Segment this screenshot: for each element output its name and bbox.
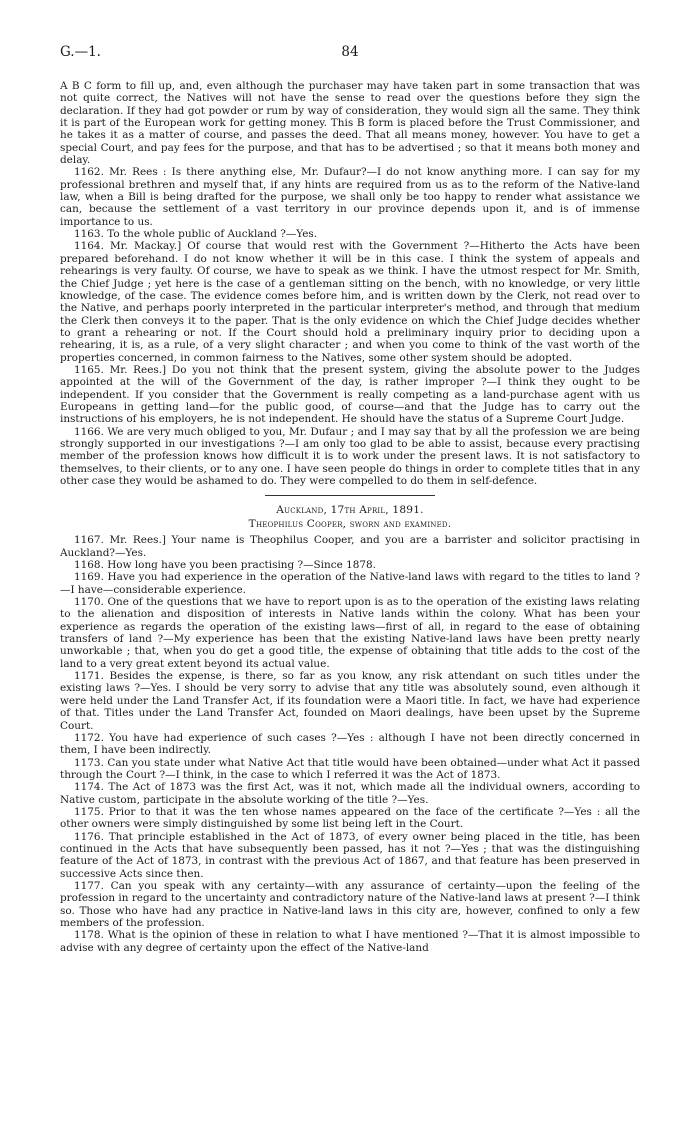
document-id: G.—1. xyxy=(60,44,101,60)
document-page xyxy=(60,44,640,954)
evidence-section-dufaur xyxy=(60,80,640,487)
paragraph-1170: 1170. One of the questions that we have to report upon is as to the operation of the existing laws relating to the alienation and disposition of interests in Native lands within the colony. What has been your experience as regards the operation of the existing laws—first of all, in regard to the ease of obtaining transfers of land ?—My experience has been that the existing Native-land laws have been pretty nearly unworkable ; that, when you do get a good title, the expense of obtaining that title adds to the cost of the land to a very great extent beyond its actual value. xyxy=(60,596,640,670)
paragraph-1174: 1174. The Act of 1873 was the first Act, was it not, which made all the individual owners, according to Native custom, participate in the absolute working of the title ?—Yes. xyxy=(60,781,640,806)
paragraph-1175: 1175. Prior to that it was the ten whose names appeared on the face of the certificate ?—Yes : all the other owners were simply distinguished by some list being left in the Court. xyxy=(60,805,640,831)
paragraph-1171: 1171. Besides the expense, is there, so far as you know, any risk attendant on such titles under the existing laws ?—Yes. I should be very sorry to advise that any title was absolutely sound, even although it were held under the Land Transfer Act, if its foundation were a Maori title. In fact, we have had experience of that. Titles under the Land Transfer Act, founded on Maori dealings, have been upset by the Supreme Court. xyxy=(60,670,640,732)
paragraph-1164: 1164. Mr. Mackay.] Of course that would rest with the Government ?—Hitherto the Acts have been prepared beforehand. I do not know whether it will be in this case. I think the system of appeals and rehearings is very faulty. Of course, we have to speak as we think. I have the utmost respect for Mr. Smith, the Chief Judge ; yet here is the case of a gentleman sitting on the bench, with no knowledge, or very little knowledge, of the case. The evidence comes before him, and is written down by the Clerk, not read over to the Native, and perhaps poorly interpreted in the particular interpreter's method, and through that medium the Clerk then conveys it to the paper. That is the only evidence on which the Chief Judge decides whether to grant a rehearing or not. If the Court should hold a preliminary inquiry prior to deciding upon a rehearing, it is, as a rule, of a very slight character ; and when you come to think of the vast worth of the properties concerned, in common fairness to the Natives, some other system should be adopted. xyxy=(60,240,640,364)
paragraph-1178: 1178. What is the opinion of these in relation to what I have mentioned ?—That it is almost impossible to advise with any degree of certainty upon the effect of the Native-land xyxy=(60,929,640,954)
paragraph-1172: 1172. You have had experience of such cases ?—Yes : although I have not been directly concerned in them, I have been indirectly. xyxy=(60,731,640,757)
page-header xyxy=(60,44,640,66)
paragraph-1166: 1166. We are very much obliged to you, Mr. Dufaur ; and I may say that by all the profession we are being strongly supported in our investigations ?—I am only too glad to be able to assist, because every practising member of the profession knows how difficult it is to work under the present laws. It is not satisfactory to themselves, to their clients, or to any one. I have seen people do things in order to complete titles that in any other case they would be ashamed to do. They were compelled to do them in self-defence. xyxy=(60,425,640,487)
paragraph-1165: 1165. Mr. Rees.] Do you not think that the present system, giving the absolute power to the Judges appointed at the will of the Government of the day, is rather improper ?—I think they ought to be independent. If you consider that the Government is really competing as a land-purchase agent with us Europeans in getting land—for the public good, of course—and that the Judge has to carry out the instructions of his employers, he is not independent. He should have the status of a Supreme Court Judge. xyxy=(60,363,640,426)
witness-heading: Theophilus Cooper, sworn and examined. xyxy=(248,518,452,531)
paragraph-1167: 1167. Mr. Rees.] Your name is Theophilus Cooper, and you are a barrister and solicitor practising in Auckland?—Yes. xyxy=(60,534,640,559)
paragraph-1176: 1176. That principle established in the Act of 1873, of every owner being placed in the title, has been continued in the Acts that have subsequently been passed, has it not ?—Yes ; that was the distinguishing feature of the Act of 1873, in contrast with the previous Act of 1867, and that feature has been preserved in successive Acts since then. xyxy=(60,830,640,880)
paragraph-1169: 1169. Have you had experience in the operation of the Native-land laws with regard to the titles to land ?—I have—considerable experience. xyxy=(60,571,640,596)
evidence-section-cooper xyxy=(60,534,640,954)
paragraph-1168: 1168. How long have you been practising ?—Since 1878. xyxy=(74,559,376,572)
dateline: Auckland, 17th April, 1891. xyxy=(276,504,424,517)
paragraph-1177: 1177. Can you speak with any certainty—with any assurance of certainty—upon the feeling of the profession in regard to the uncertainty and contradictory nature of the Native-land laws at present ?—I think so. Those who have had any practice in Native-land laws in this city are, however, confined to only a few members of the profession. xyxy=(60,879,640,929)
paragraph-1173: 1173. Can you state under what Native Act that title would have been obtained—under what Act it passed through the Court ?—I think, in the case to which I referred it was the Act of 1873. xyxy=(60,756,640,781)
section-divider xyxy=(265,495,435,496)
paragraph-1163: 1163. To the whole public of Auckland ?—Yes. xyxy=(74,228,318,241)
paragraph: A B C form to fill up, and, even although the purchaser may have taken part in some transaction that was not quite correct, the Natives will not have the sense to read over the questions before they sign the declaration. If they had got powder or rum by way of consideration, they would sign all the same. They think it is part of the European work for getting money. This B form is placed before the Trust Commissioner, and he takes it as a matter of course, and passes the deed. That all means money, however. You have to get a special Court, and pay fees for the purpose, and that has to be advertised ; so that it means both money and delay. xyxy=(60,80,640,167)
page-number: 84 xyxy=(341,44,359,60)
paragraph-1162: 1162. Mr. Rees : Is there anything else, Mr. Dufaur?—I do not know anything more. I can say for my professional brethren and myself that, if any hints are required from us as to the reform of the Native-land law, when a Bill is being drafted for the purpose, we shall only be too happy to render what assistance we can, because the settlement of a vast territory in our province depends upon it, and is of immense importance to us. xyxy=(60,166,640,228)
